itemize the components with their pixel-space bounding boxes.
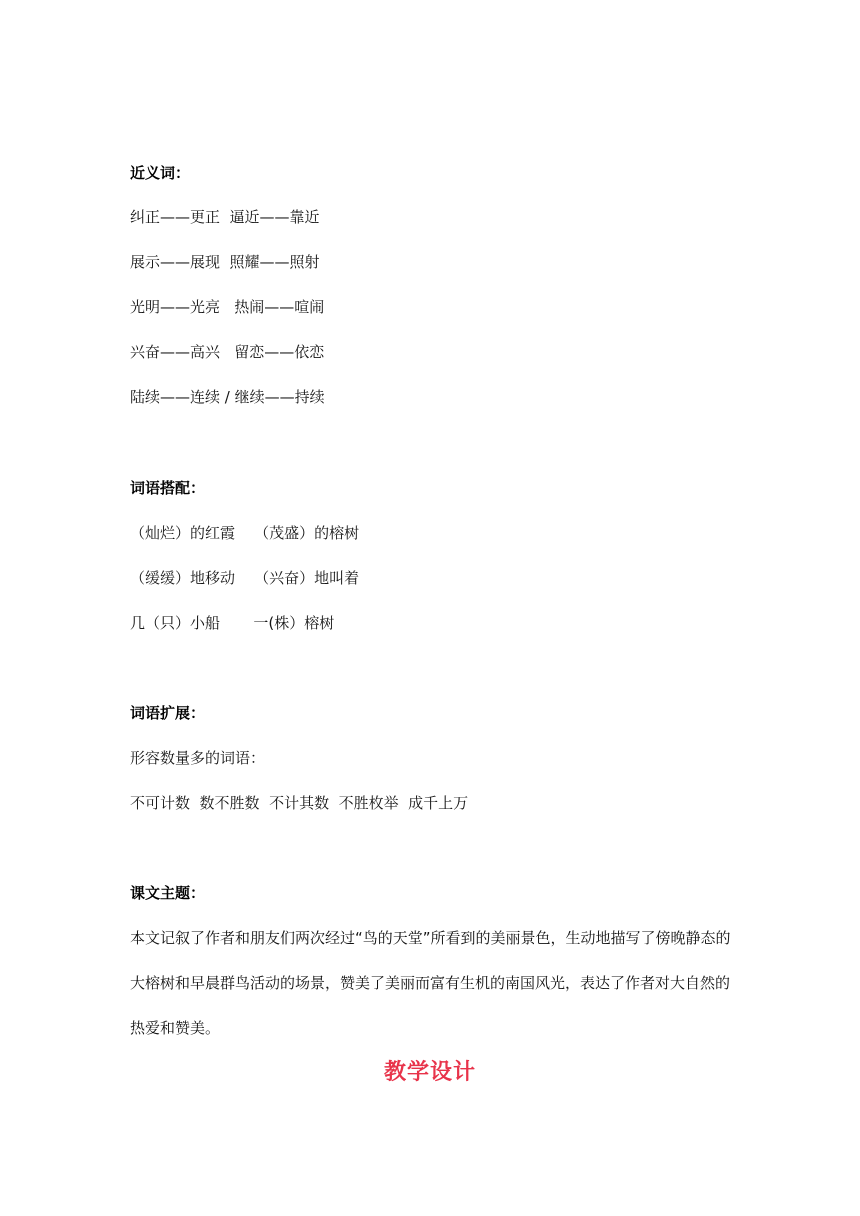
synonym-line: 纠正——更正 逼近——靠近 [130, 208, 320, 226]
expansion-line: 形容数量多的词语： [130, 749, 266, 767]
collocation-line: 几（只）小船 一(株）榕树 [130, 614, 335, 632]
section-title: 教学设计 [383, 1060, 476, 1085]
collocations-heading: 词语搭配： [130, 479, 206, 497]
expansion-heading: 词语扩展： [130, 704, 206, 722]
theme-heading: 课文主题： [130, 884, 206, 902]
synonym-line: 展示——展现 照耀——照射 [130, 253, 320, 271]
synonym-line: 兴奋——高兴 留恋——依恋 [130, 343, 325, 361]
collocation-line: （缓缓）地移动 （兴奋）地叫着 [130, 569, 360, 587]
expansion-line: 不可计数 数不胜数 不计其数 不胜枚举 成千上万 [130, 794, 469, 812]
synonym-line: 陆续——连续 / 继续——持续 [130, 388, 325, 406]
synonym-line: 光明——光亮 热闹——喧闹 [130, 298, 325, 316]
collocation-line: （灿烂）的红霞 （茂盛）的榕树 [130, 524, 360, 542]
theme-paragraph: 本文记叙了作者和朋友们两次经过“鸟的天堂”所看到的美丽景色，生动地描写了傍晚静态的大榕树和早晨群鸟活动的场景，赞美了美丽而富有生机的南国风光，表达了作者对大自然的热爱和赞美。 [130, 929, 731, 1037]
synonyms-heading: 近义词： [130, 164, 191, 182]
